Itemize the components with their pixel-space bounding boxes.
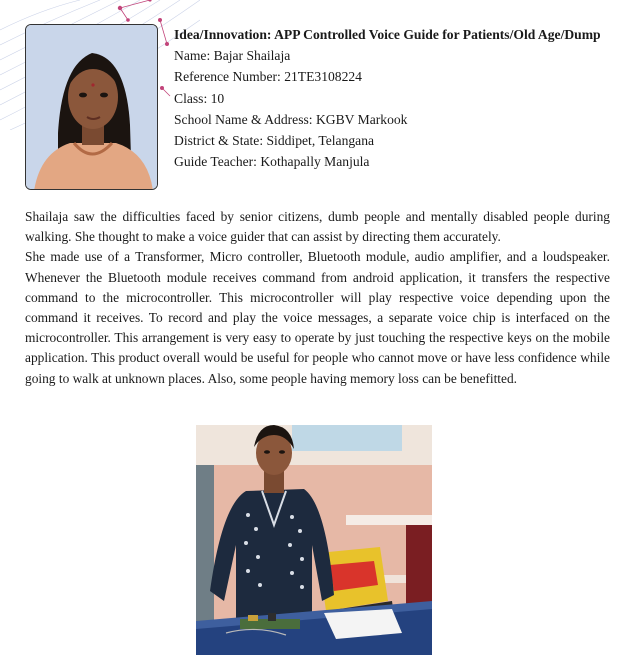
school-name-address: School Name & Address: KGBV Markook bbox=[174, 111, 408, 127]
description-paragraph-1: Shailaja saw the difficulties faced by senior citizens, dumb people and mentally disabled people during walking. She thought to make a voice guider that can assist by directing them accurately. bbox=[25, 209, 610, 245]
student-name: Name: Bajar Shailaja bbox=[174, 48, 291, 64]
student-portrait bbox=[25, 24, 158, 190]
reference-number: Reference Number: 21TE3108224 bbox=[174, 69, 362, 85]
district-state: District & State: Siddipet, Telangana bbox=[174, 133, 375, 149]
student-project-photo bbox=[196, 425, 432, 655]
idea-title: Idea/Innovation: APP Controlled Voice Guide for Patients/Old Age/Dump bbox=[174, 27, 601, 42]
guide-teacher: Guide Teacher: Kothapally Manjula bbox=[174, 154, 370, 170]
student-class: Class: 10 bbox=[174, 90, 225, 106]
profile-details bbox=[174, 24, 601, 172]
project-description bbox=[25, 207, 610, 389]
description-paragraph-2: She made use of a Transformer, Micro controller, Bluetooth module, audio amplifier, and a loudspeaker. Whenever the Bluetooth module receives command from android application, it transfers the respective command to the microcontroller. This microcontroller will play respective voice depending upon the command it receives. To record and play the voice messages, a separate voice chip is interfaced on the microcontroller. This arrangement is very easy to operate by just touching the respective keys on the mobile application. This product overall would be useful for people who cannot move or have less confidence while going to walk at unknown places. Also, some people having memory loss can be benefitted. bbox=[25, 249, 610, 386]
